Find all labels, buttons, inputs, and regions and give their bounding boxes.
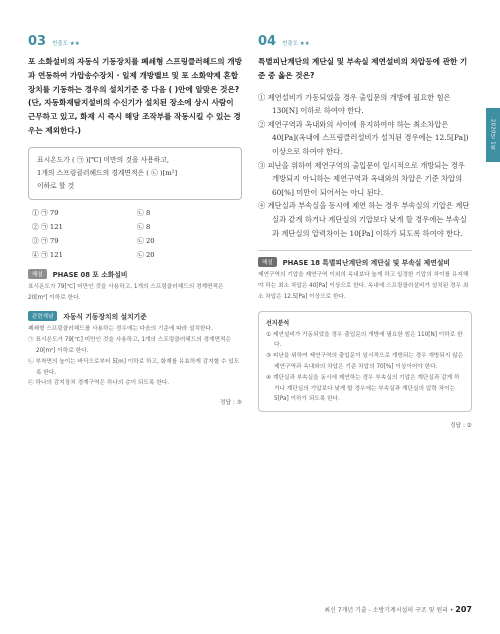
page-number: 207: [455, 605, 472, 614]
question-text: 특별피난계단의 계단실 및 부속실 제연설비의 차압등에 관한 기준 중 옳은 것은?: [258, 57, 468, 80]
option: ② 제연구역과 옥내와의 사이에 유지하여야 하는 최소차압은 40[Pa](옥내에 스프링클러설비가 설치된 경우에는 12.5[Pa]) 이상으로 하여야 한다.: [258, 119, 469, 156]
related-concept-item: ㉡ 부착면의 높이는 바닥으로부터 5[m] 이하로 하고, 화재를 유효하게 감지할 수 있도록 한다.: [28, 358, 240, 376]
related-concept-item: ㉢ 하나의 감지장치 경계구역은 하나의 층이 되도록 한다.: [28, 380, 170, 387]
explanation-text: 표시온도가 79[℃] 미만인 것을 사용하고, 1개의 스프링클러헤드의 경계면적은 20[m²] 이하로 한다.: [28, 283, 224, 301]
question-04-header: [258, 34, 472, 49]
question-text: 포 소화설비의 자동식 기동장치를 폐쇄형 스프링클러헤드의 개방과 연동하여 가압송수장치 · 일제 개방밸브 및 포 소화약제 혼합장치를 기동하는 경우의 설치기준 중 다음 ( )안에 알맞은 것은? (단, 자동화재탐지설비의 수신기가 설치된 장소에 상시 사람이 근무하고 있고, 화재 시 즉시 해당 조작부를 작동시킬 수 있는 경우는 제외한다.): [28, 57, 242, 135]
related-concept-header: [28, 311, 242, 321]
option-analysis-box: [258, 311, 472, 413]
question-number: 04: [258, 34, 277, 49]
choice: ㉡ 8: [137, 208, 151, 217]
choice: ④ ㉠ 121: [32, 250, 63, 259]
answer-options: [258, 91, 472, 241]
explanation-tag: 해설: [258, 257, 277, 267]
explanation-title: PHASE 08 포 소화설비: [52, 270, 128, 279]
choice: ㉡ 8: [137, 222, 151, 231]
option: ① 제연설비가 가동되었을 경우 출입문의 개방에 필요한 힘은 130[N] 이하로 하여야 한다.: [258, 92, 451, 116]
condition-line: 표시온도가 ( ㉠ )[℃] 미만의 것을 사용하고,: [37, 155, 170, 164]
related-concept-title: 자동식 기동장치의 설치기준: [63, 313, 147, 322]
footer-text: 최신 7개년 기출 - 소방기계시설의 구조 및 원리 •: [324, 607, 454, 614]
condition-box: [28, 147, 242, 200]
choice: ㉡ 20: [137, 236, 155, 245]
option-analysis-item: ④ 계단실과 부속실을 동시에 제연하는 경우 부속실의 기압은 계단실과 같게 하거나 계단실의 기압보다 낮게 할 경우에는 부속실과 계단실의 압력 차이는 5[Pa] 이하가 되도록 한다.: [266, 374, 460, 403]
choice: ② ㉠ 121: [32, 222, 63, 231]
answer-label: 정답 : ③: [219, 400, 242, 407]
choice: ③ ㉠ 79: [32, 236, 59, 245]
option-analysis-title: 선지분석: [266, 319, 290, 327]
divider: [258, 250, 472, 251]
related-concept-text: 폐쇄형 스프링클러헤드를 사용하는 경우에는 다음의 기준에 따라 설치한다.: [28, 326, 213, 333]
frequency-label: 빈출도 ★★: [282, 41, 310, 47]
condition-line: 이하로 할 것: [37, 181, 75, 190]
right-column: [258, 34, 472, 429]
question-number: 03: [28, 34, 47, 49]
option: ④ 계단실과 부속실을 동시에 제연 하는 경우 부속실의 기압은 계단실과 같게 하거나 계단실의 기압보다 낮게 할 경우에는 부속실과 계단실의 압력차이는 10[Pa] 이하가 되도록 하여야 한다.: [258, 201, 470, 238]
frequency-label: 빈출도 ★★: [52, 41, 80, 47]
explanation-header: [28, 269, 242, 279]
related-concept-tag: 관련개념: [28, 311, 57, 321]
side-tab-year: 2020년 1회: [486, 108, 500, 162]
explanation-tag: 해설: [28, 269, 47, 279]
question-03-header: [28, 34, 242, 49]
answer-label: 정답 : ②: [449, 423, 472, 430]
explanation-text: 제연구역의 기압을 제연구역 이외의 옥내보다 높게 하고 일정한 기압의 차이를 유지해야 하는 최소 차압은 40[Pa] 이상으로 한다. 옥내에 스프링클러설비가 설치된 경우 최소 차압은 12.5[Pa] 이상으로 한다.: [258, 272, 469, 300]
explanation-title: PHASE 18 특별피난계단의 계단실 및 부속실 제연설비: [282, 259, 450, 268]
choice: ① ㉠ 79: [32, 208, 59, 217]
explanation-header: [258, 257, 472, 267]
option-analysis-item: ① 제연설비가 가동되었을 경우 출입문의 개방에 필요한 힘은 110[N] 이하로 한다.: [266, 331, 463, 349]
option: ③ 피난을 위하여 제연구역의 출입문이 일시적으로 개방되는 경우 개방되지 아니하는 제연구역과 옥내와의 차압은 기준 차압의 60[%] 미만이 되어서는 아니 된다.: [258, 160, 465, 197]
condition-line: 1개의 스프링클러헤드의 경계면적은 ( ㉡ )[m²]: [37, 168, 178, 177]
choice: ㉡ 20: [137, 250, 155, 259]
page-footer: [324, 605, 472, 614]
option-analysis-item: ③ 피난을 위하여 제연구역의 출입문이 일시적으로 개방되는 경우 개방되지 않은 제연구역과 옥내와의 차압은 기준 차압의 70[%] 이상이어야 한다.: [266, 353, 464, 370]
related-concept-item: ㉠ 표시온도가 79[℃] 미만인 것을 사용하고, 1개의 스프링클러헤드의 경계면적은 20[m²] 이하로 한다.: [28, 337, 231, 354]
answer-choices: [32, 207, 242, 259]
left-column: [28, 34, 242, 406]
